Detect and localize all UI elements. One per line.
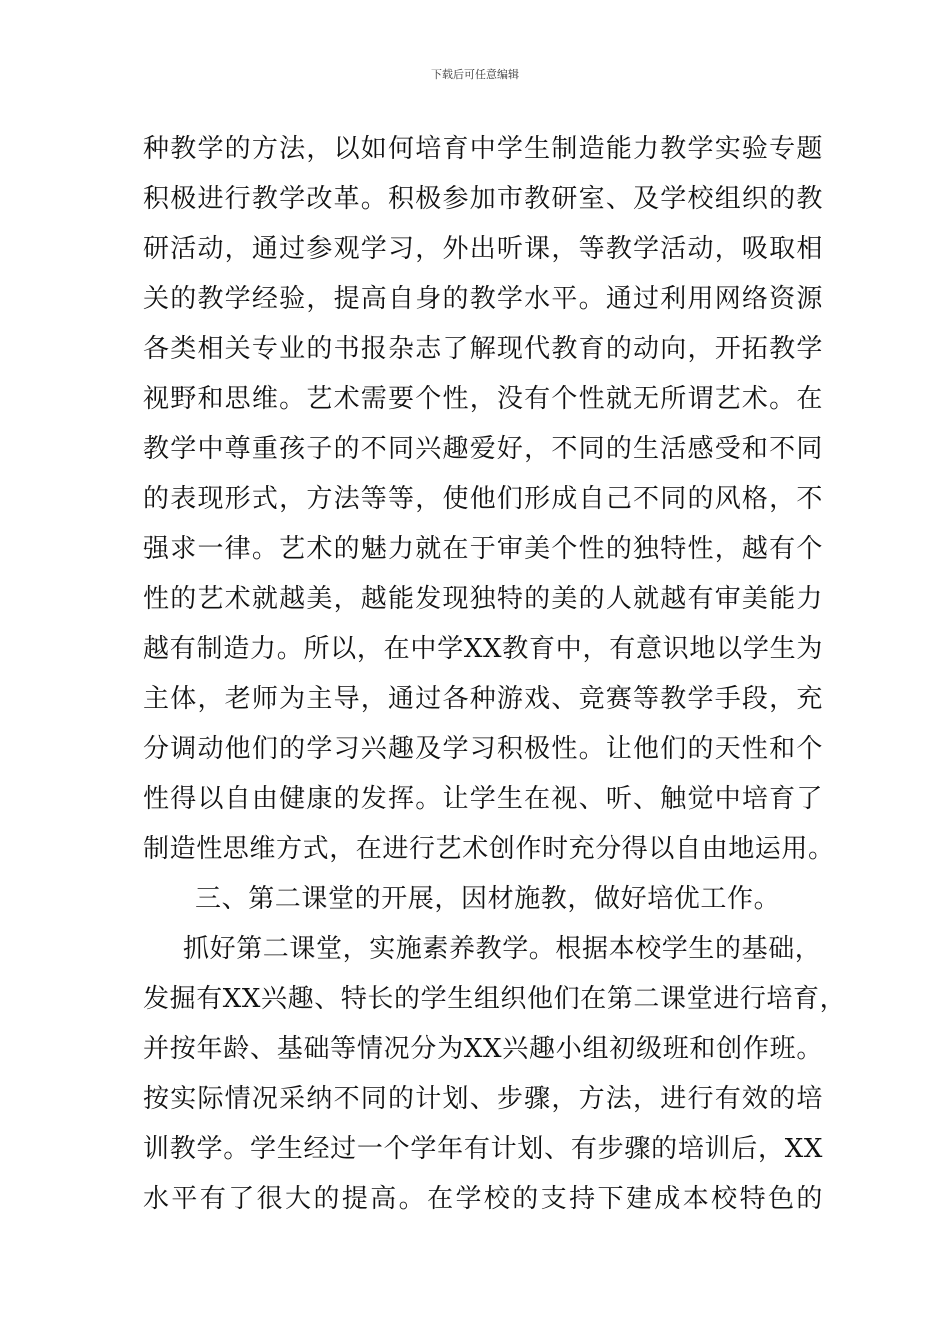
text-line: 主体，老师为主导，通过各种游戏、竞赛等教学手段，充 bbox=[143, 684, 823, 714]
page-header: 下载后可任意编辑 bbox=[431, 68, 519, 81]
section-heading: 三、第二课堂的开展，因材施教，做好培优工作。 bbox=[195, 884, 781, 914]
text-line: 的表现形式，方法等等，使他们形成自己不同的风格，不 bbox=[143, 484, 823, 514]
text-line: 水平有了很大的提高。在学校的支持下建成本校特色的 bbox=[143, 1184, 823, 1214]
text-line: 视野和思维。艺术需要个性，没有个性就无所谓艺术。在 bbox=[143, 384, 823, 414]
text-line: 抓好第二课堂，实施素养教学。根据本校学生的基础， bbox=[183, 934, 822, 964]
text-line: 分调动他们的学习兴趣及学习积极性。让他们的天性和个 bbox=[143, 734, 823, 764]
text-line: 积极进行教学改革。积极参加市教研室、及学校组织的教 bbox=[143, 184, 823, 214]
text-line: 越有制造力。所以，在中学XX教育中，有意识地以学生为 bbox=[143, 634, 823, 664]
text-line: 制造性思维方式，在进行艺术创作时充分得以自由地运用。 bbox=[143, 834, 835, 864]
text-line: 关的教学经验，提高自身的教学水平。通过利用网络资源 bbox=[143, 284, 823, 314]
text-line: 各类相关专业的书报杂志了解现代教育的动向，开拓教学 bbox=[143, 334, 823, 364]
text-line: 教学中尊重孩子的不同兴趣爱好，不同的生活感受和不同 bbox=[143, 434, 823, 464]
text-line: 性的艺术就越美，越能发现独特的美的人就越有审美能力 bbox=[143, 584, 823, 614]
text-line: 种教学的方法，以如何培育中学生制造能力教学实验专题 bbox=[143, 134, 823, 164]
text-line: 训教学。学生经过一个学年有计划、有步骤的培训后，XX bbox=[143, 1134, 823, 1164]
text-line: 性得以自由健康的发挥。让学生在视、听、触觉中培育了 bbox=[143, 784, 823, 814]
text-line: 强求一律。艺术的魅力就在于审美个性的独特性，越有个 bbox=[143, 534, 823, 564]
document-body bbox=[143, 124, 847, 1224]
text-line: 发掘有XX兴趣、特长的学生组织他们在第二课堂进行培育， bbox=[143, 984, 847, 1014]
text-line: 按实际情况采纳不同的计划、步骤，方法，进行有效的培 bbox=[143, 1084, 823, 1114]
text-line: 并按年龄、基础等情况分为XX兴趣小组初级班和创作班。 bbox=[143, 1034, 823, 1064]
text-line: 研活动，通过参观学习，外出听课，等教学活动，吸取相 bbox=[143, 234, 823, 264]
